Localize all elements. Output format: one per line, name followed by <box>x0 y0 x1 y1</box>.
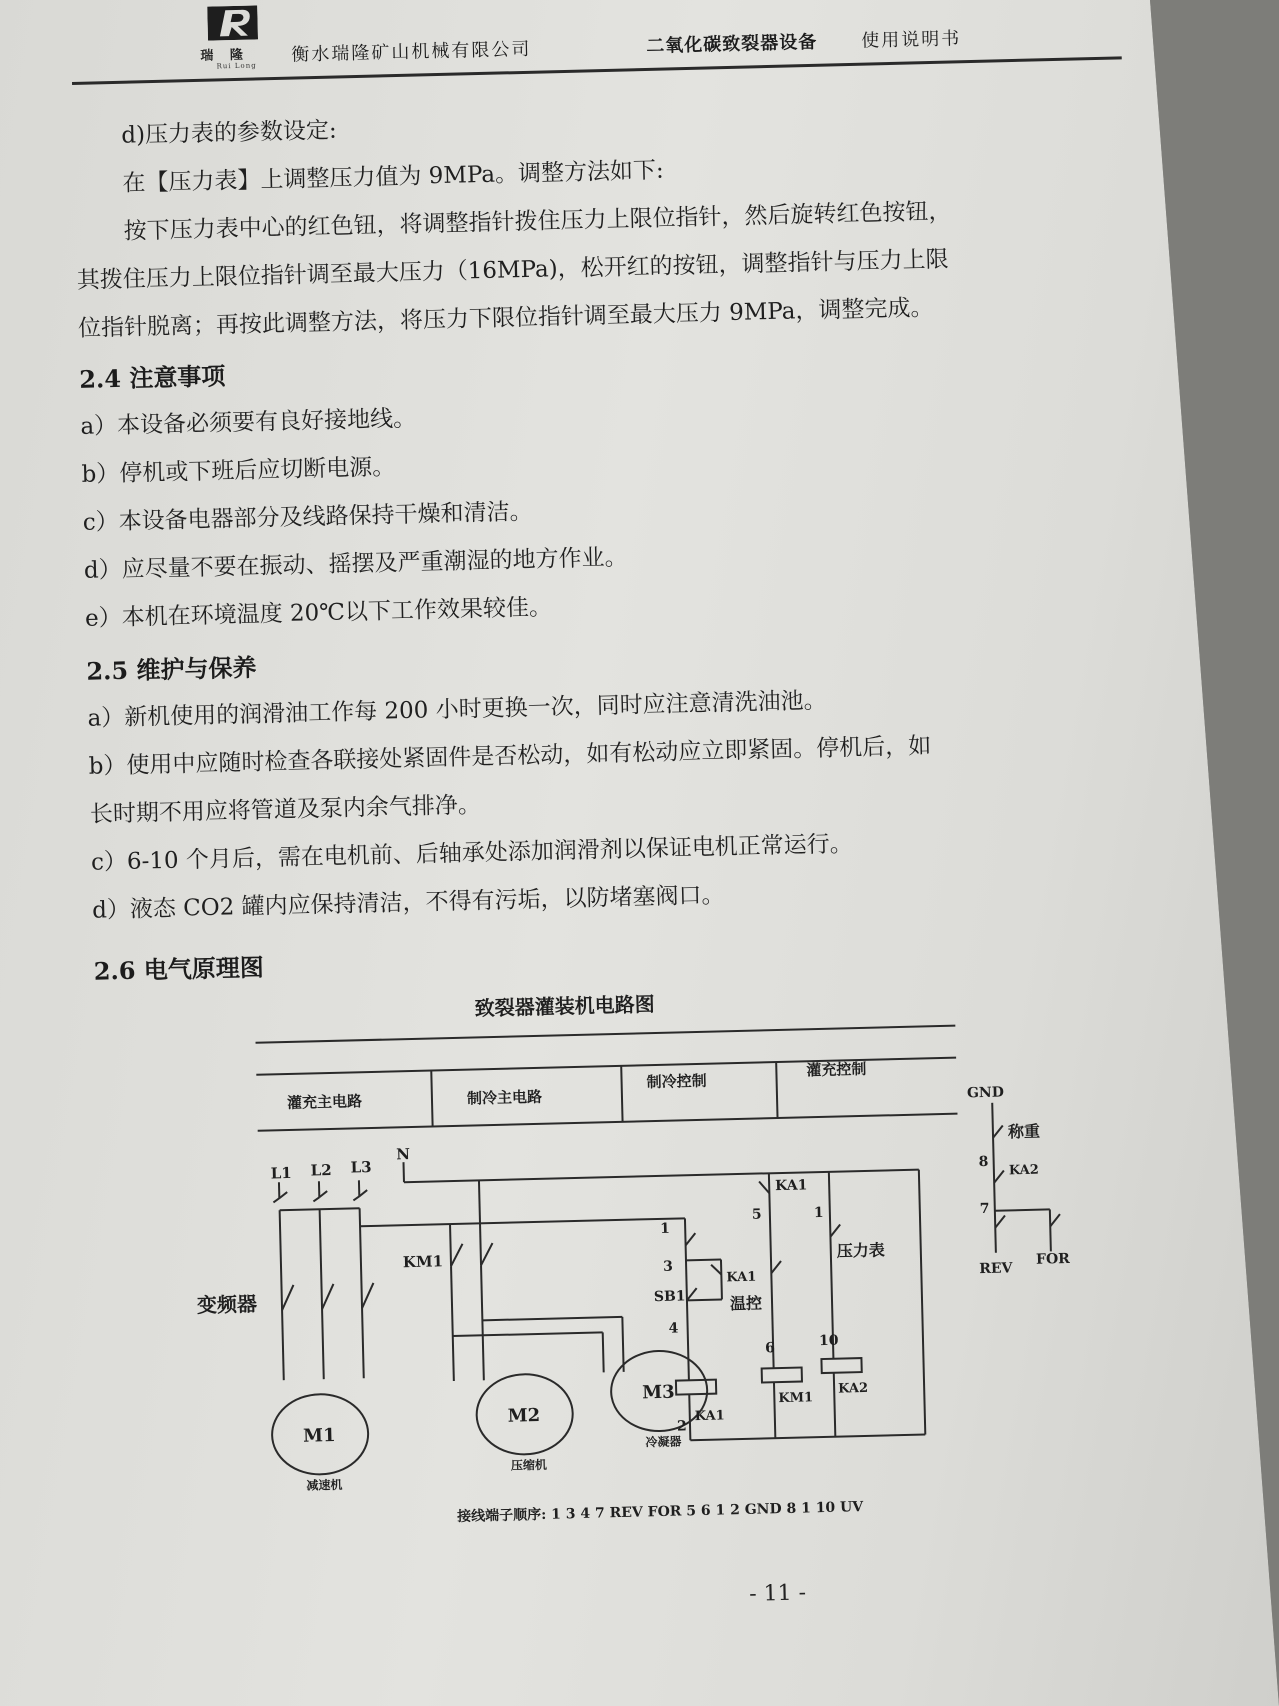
notes-item: e）本机在环境温度 20℃以下工作效果较佳。 <box>84 594 553 632</box>
page-number: - 11 - <box>748 1580 807 1607</box>
notes-item: c）本设备电器部分及线路保持干燥和清洁。 <box>82 498 533 536</box>
terminal-number: 4 <box>668 1320 679 1337</box>
header-company: 衡水瑞隆矿山机械有限公司 <box>291 38 532 66</box>
maintenance-item: 长时期不用应将管道及泵内余气排净。 <box>89 792 482 828</box>
ka1-coil-label: KA1 <box>694 1408 725 1425</box>
km1-coil-label: KM1 <box>778 1390 814 1407</box>
pressure-gauge-line: 位指针脱离；再按此调整方法，将压力下限位指针调至最大压力 9MPa，调整完成。 <box>77 295 934 342</box>
manual-page <box>70 0 1251 1705</box>
terminal-number: 3 <box>662 1258 674 1275</box>
phase-label: L2 <box>310 1160 332 1180</box>
phase-label: L1 <box>270 1163 292 1183</box>
maintenance-item: d）液态 CO2 罐内应保持清洁，不得有污垢，以防堵塞阀口。 <box>91 882 725 924</box>
maintenance-item: c）6-10 个月后，需在电机前、后轴承处添加润滑剂以保证电机正常运行。 <box>90 831 854 876</box>
notes-item: b）停机或下班后应切断电源。 <box>81 454 396 488</box>
notes-item: a）本设备必须要有良好接地线。 <box>80 405 417 440</box>
header-manual: 使用说明书 <box>860 28 962 52</box>
motor-id: M1 <box>302 1424 336 1447</box>
motor-label: 减速机 <box>306 1477 343 1493</box>
header-product: 二氧化碳致裂器设备 <box>646 31 818 57</box>
motor-id: M2 <box>507 1404 541 1427</box>
pressure-gauge-heading: d)压力表的参数设定: <box>121 117 338 149</box>
notes-item: d）应尽量不要在振动、摇摆及严重潮湿的地方作业。 <box>83 544 628 584</box>
pressure-gauge-line: 在【压力表】上调整压力值为 9MPa。调整方法如下: <box>122 157 665 197</box>
section-label: 制冷主电路 <box>466 1087 543 1108</box>
terminal-number: 10 <box>818 1332 839 1350</box>
logo-english-name: Rui Long <box>216 61 257 71</box>
pressure-gauge-line: 按下压力表中心的红色钮，将调整指针拨住压力上限位指针，然后旋转红色按钮， <box>123 198 952 245</box>
terminal-order: 接线端子顺序: 1 3 4 7 REV FOR 5 6 1 2 GND 8 1 10 UV <box>456 1499 864 1525</box>
phase-label: N <box>396 1145 411 1164</box>
ka1-label: KA1 <box>726 1269 757 1286</box>
motor-label: 压缩机 <box>510 1457 548 1473</box>
section-label: 制冷控制 <box>646 1071 707 1092</box>
circuit-diagram <box>174 959 1177 1543</box>
ka2-coil-label: KA2 <box>837 1380 869 1397</box>
section-title-electrical: 2.6 电气原理图 <box>93 952 265 986</box>
chengzhong-label: 称重 <box>1007 1121 1041 1142</box>
terminal-number: 1 <box>660 1220 671 1237</box>
phase-label: L3 <box>350 1157 372 1177</box>
yalibiao-label: 压力表 <box>836 1240 886 1261</box>
circuit-diagram-svg <box>174 959 1177 1543</box>
terminal-number: 8 <box>978 1153 989 1171</box>
wenkong-label: 温控 <box>729 1293 763 1314</box>
terminal-number: 5 <box>751 1206 762 1223</box>
for-label: FOR <box>1035 1250 1071 1268</box>
rev-label: REV <box>979 1260 1013 1278</box>
gnd-label: GND <box>966 1084 1005 1102</box>
sb1-label: SB1 <box>653 1288 686 1306</box>
section-title-maintenance: 2.5 维护与保养 <box>86 652 257 686</box>
terminal-number: 7 <box>979 1200 990 1218</box>
terminal-number: 6 <box>764 1340 776 1357</box>
pressure-gauge-line: 其拨住压力上限位指针调至最大压力（16MPa)，松开红的按钮，调整指针与压力上限 <box>76 246 949 294</box>
diagram-title: 致裂器灌装机电路图 <box>474 992 655 1021</box>
logo-chinese-name: 瑞 隆 <box>200 47 250 64</box>
motor-id: M3 <box>641 1381 675 1404</box>
terminal-number: 1 <box>813 1204 824 1222</box>
motor-label: 冷凝器 <box>645 1434 682 1450</box>
maintenance-item: b）使用中应随时检查各联接处紧固件是否松动，如有松动应立即紧固。停机后，如 <box>88 733 932 780</box>
terminal-number: 2 <box>676 1418 687 1435</box>
section-title-notes: 2.4 注意事项 <box>78 361 226 394</box>
section-label: 灌充主电路 <box>286 1092 363 1113</box>
ka1-top-label: KA1 <box>774 1177 808 1195</box>
maintenance-item: a）新机使用的润滑油工作每 200 小时更换一次，同时应注意清洗油池。 <box>87 687 827 732</box>
km1-label: KM1 <box>402 1252 444 1272</box>
rui-long-logo-icon <box>207 5 258 40</box>
ka2-label: KA2 <box>1008 1162 1039 1179</box>
inverter-label: 变频器 <box>196 1291 258 1318</box>
section-label: 灌充控制 <box>806 1059 867 1080</box>
